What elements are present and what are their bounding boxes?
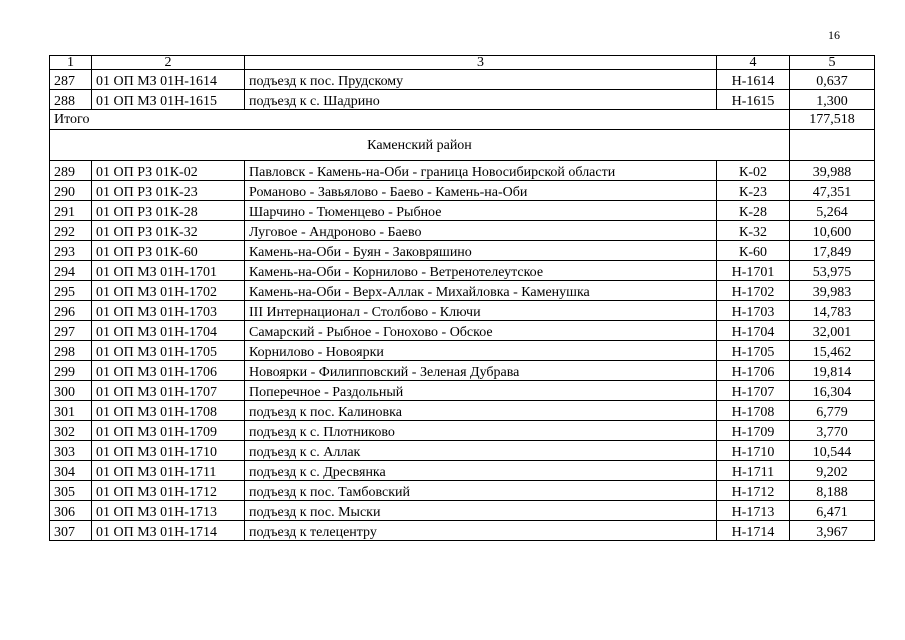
table-row	[50, 441, 875, 461]
row-number: 292	[50, 221, 92, 241]
road-index: Н-1614	[717, 70, 790, 90]
road-length: 1,300	[790, 90, 875, 110]
table-row	[50, 481, 875, 501]
row-number: 303	[50, 441, 92, 461]
road-code: 01 ОП МЗ 01Н-1614	[92, 70, 245, 90]
road-length: 5,264	[790, 201, 875, 221]
road-length: 17,849	[790, 241, 875, 261]
road-index: Н-1615	[717, 90, 790, 110]
road-index: К-23	[717, 181, 790, 201]
table-row	[50, 361, 875, 381]
road-name: Камень-на-Оби - Корнилово - Ветренотелеутское	[245, 261, 717, 281]
road-name: подъезд к пос. Тамбовский	[245, 481, 717, 501]
road-code: 01 ОП МЗ 01Н-1703	[92, 301, 245, 321]
road-length: 39,983	[790, 281, 875, 301]
road-name: подъезд к пос. Прудскому	[245, 70, 717, 90]
row-number: 297	[50, 321, 92, 341]
row-number: 306	[50, 501, 92, 521]
road-name: Павловск - Камень-на-Оби - граница Новосибирской области	[245, 161, 717, 181]
row-number: 294	[50, 261, 92, 281]
road-index: К-60	[717, 241, 790, 261]
road-code: 01 ОП МЗ 01Н-1615	[92, 90, 245, 110]
road-name: Корнилово - Новоярки	[245, 341, 717, 361]
table-row	[50, 381, 875, 401]
row-number: 302	[50, 421, 92, 441]
road-name: Поперечное - Раздольный	[245, 381, 717, 401]
road-name: Романово - Завьялово - Баево - Камень-на-Оби	[245, 181, 717, 201]
road-name: подъезд к с. Аллак	[245, 441, 717, 461]
table-row	[50, 281, 875, 301]
row-number: 295	[50, 281, 92, 301]
road-length: 53,975	[790, 261, 875, 281]
table-row	[50, 90, 875, 110]
row-number: 296	[50, 301, 92, 321]
road-length: 3,967	[790, 521, 875, 541]
road-index: Н-1708	[717, 401, 790, 421]
row-number: 287	[50, 70, 92, 90]
total-label: Итого	[50, 110, 790, 130]
page-number: 16	[828, 28, 840, 42]
road-length: 3,770	[790, 421, 875, 441]
road-length: 39,988	[790, 161, 875, 181]
row-number: 305	[50, 481, 92, 501]
road-length: 6,779	[790, 401, 875, 421]
table-row	[50, 401, 875, 421]
road-code: 01 ОП МЗ 01Н-1702	[92, 281, 245, 301]
table-row	[50, 181, 875, 201]
roads-table	[49, 55, 875, 541]
road-name: III Интернационал - Столбово - Ключи	[245, 301, 717, 321]
road-code: 01 ОП МЗ 01Н-1708	[92, 401, 245, 421]
road-code: 01 ОП РЗ 01К-28	[92, 201, 245, 221]
road-index: К-28	[717, 201, 790, 221]
road-length: 10,600	[790, 221, 875, 241]
road-index: Н-1702	[717, 281, 790, 301]
table-row	[50, 341, 875, 361]
road-name: подъезд к с. Шадрино	[245, 90, 717, 110]
total-value: 177,518	[790, 110, 875, 130]
table-row	[50, 261, 875, 281]
row-number: 304	[50, 461, 92, 481]
road-index: К-32	[717, 221, 790, 241]
road-code: 01 ОП МЗ 01Н-1712	[92, 481, 245, 501]
column-header-2: 2	[92, 56, 245, 70]
road-name: Камень-на-Оби - Буян - Заковряшино	[245, 241, 717, 261]
total-row	[50, 110, 875, 130]
row-number: 307	[50, 521, 92, 541]
row-number: 290	[50, 181, 92, 201]
road-length: 14,783	[790, 301, 875, 321]
road-length: 16,304	[790, 381, 875, 401]
row-number: 301	[50, 401, 92, 421]
road-index: Н-1712	[717, 481, 790, 501]
road-index: Н-1703	[717, 301, 790, 321]
road-name: Камень-на-Оби - Верх-Аллак - Михайловка - Каменушка	[245, 281, 717, 301]
road-name: Луговое - Андроново - Баево	[245, 221, 717, 241]
column-number-row	[50, 56, 875, 70]
road-code: 01 ОП РЗ 01К-02	[92, 161, 245, 181]
road-length: 9,202	[790, 461, 875, 481]
table-row	[50, 461, 875, 481]
road-code: 01 ОП РЗ 01К-32	[92, 221, 245, 241]
section-row	[50, 130, 875, 161]
column-header-1: 1	[50, 56, 92, 70]
road-name: подъезд к пос. Мыски	[245, 501, 717, 521]
road-name: Шарчино - Тюменцево - Рыбное	[245, 201, 717, 221]
road-length: 15,462	[790, 341, 875, 361]
road-code: 01 ОП МЗ 01Н-1714	[92, 521, 245, 541]
road-code: 01 ОП МЗ 01Н-1704	[92, 321, 245, 341]
road-index: Н-1711	[717, 461, 790, 481]
road-index: Н-1704	[717, 321, 790, 341]
road-name: Самарский - Рыбное - Гонохово - Обское	[245, 321, 717, 341]
column-header-5: 5	[790, 56, 875, 70]
road-index: Н-1707	[717, 381, 790, 401]
road-length: 19,814	[790, 361, 875, 381]
row-number: 288	[50, 90, 92, 110]
road-index: Н-1710	[717, 441, 790, 461]
road-code: 01 ОП МЗ 01Н-1706	[92, 361, 245, 381]
road-index: К-02	[717, 161, 790, 181]
row-number: 300	[50, 381, 92, 401]
column-header-4: 4	[717, 56, 790, 70]
road-name: Новоярки - Филипповский - Зеленая Дубрава	[245, 361, 717, 381]
table-row	[50, 501, 875, 521]
road-code: 01 ОП МЗ 01Н-1701	[92, 261, 245, 281]
table-row	[50, 161, 875, 181]
row-number: 293	[50, 241, 92, 261]
road-code: 01 ОП МЗ 01Н-1710	[92, 441, 245, 461]
road-code: 01 ОП МЗ 01Н-1713	[92, 501, 245, 521]
table-row	[50, 321, 875, 341]
road-code: 01 ОП МЗ 01Н-1705	[92, 341, 245, 361]
road-name: подъезд к с. Плотниково	[245, 421, 717, 441]
road-index: Н-1709	[717, 421, 790, 441]
table-row	[50, 221, 875, 241]
table-row	[50, 521, 875, 541]
road-length: 47,351	[790, 181, 875, 201]
column-header-3: 3	[245, 56, 717, 70]
road-length: 6,471	[790, 501, 875, 521]
road-code: 01 ОП РЗ 01К-60	[92, 241, 245, 261]
road-code: 01 ОП МЗ 01Н-1709	[92, 421, 245, 441]
table-row	[50, 301, 875, 321]
road-code: 01 ОП РЗ 01К-23	[92, 181, 245, 201]
road-index: Н-1701	[717, 261, 790, 281]
table-row	[50, 70, 875, 90]
table-row	[50, 421, 875, 441]
road-code: 01 ОП МЗ 01Н-1707	[92, 381, 245, 401]
row-number: 291	[50, 201, 92, 221]
road-index: Н-1706	[717, 361, 790, 381]
road-length: 32,001	[790, 321, 875, 341]
row-number: 289	[50, 161, 92, 181]
road-name: подъезд к пос. Калиновка	[245, 401, 717, 421]
table-row	[50, 201, 875, 221]
road-length: 0,637	[790, 70, 875, 90]
road-length: 8,188	[790, 481, 875, 501]
section-title: Каменский район	[50, 130, 790, 161]
road-index: Н-1713	[717, 501, 790, 521]
row-number: 299	[50, 361, 92, 381]
road-name: подъезд к телецентру	[245, 521, 717, 541]
table-row	[50, 241, 875, 261]
road-name: подъезд к с. Дресвянка	[245, 461, 717, 481]
section-empty-cell	[790, 130, 875, 161]
road-index: Н-1714	[717, 521, 790, 541]
road-length: 10,544	[790, 441, 875, 461]
road-code: 01 ОП МЗ 01Н-1711	[92, 461, 245, 481]
road-index: Н-1705	[717, 341, 790, 361]
row-number: 298	[50, 341, 92, 361]
